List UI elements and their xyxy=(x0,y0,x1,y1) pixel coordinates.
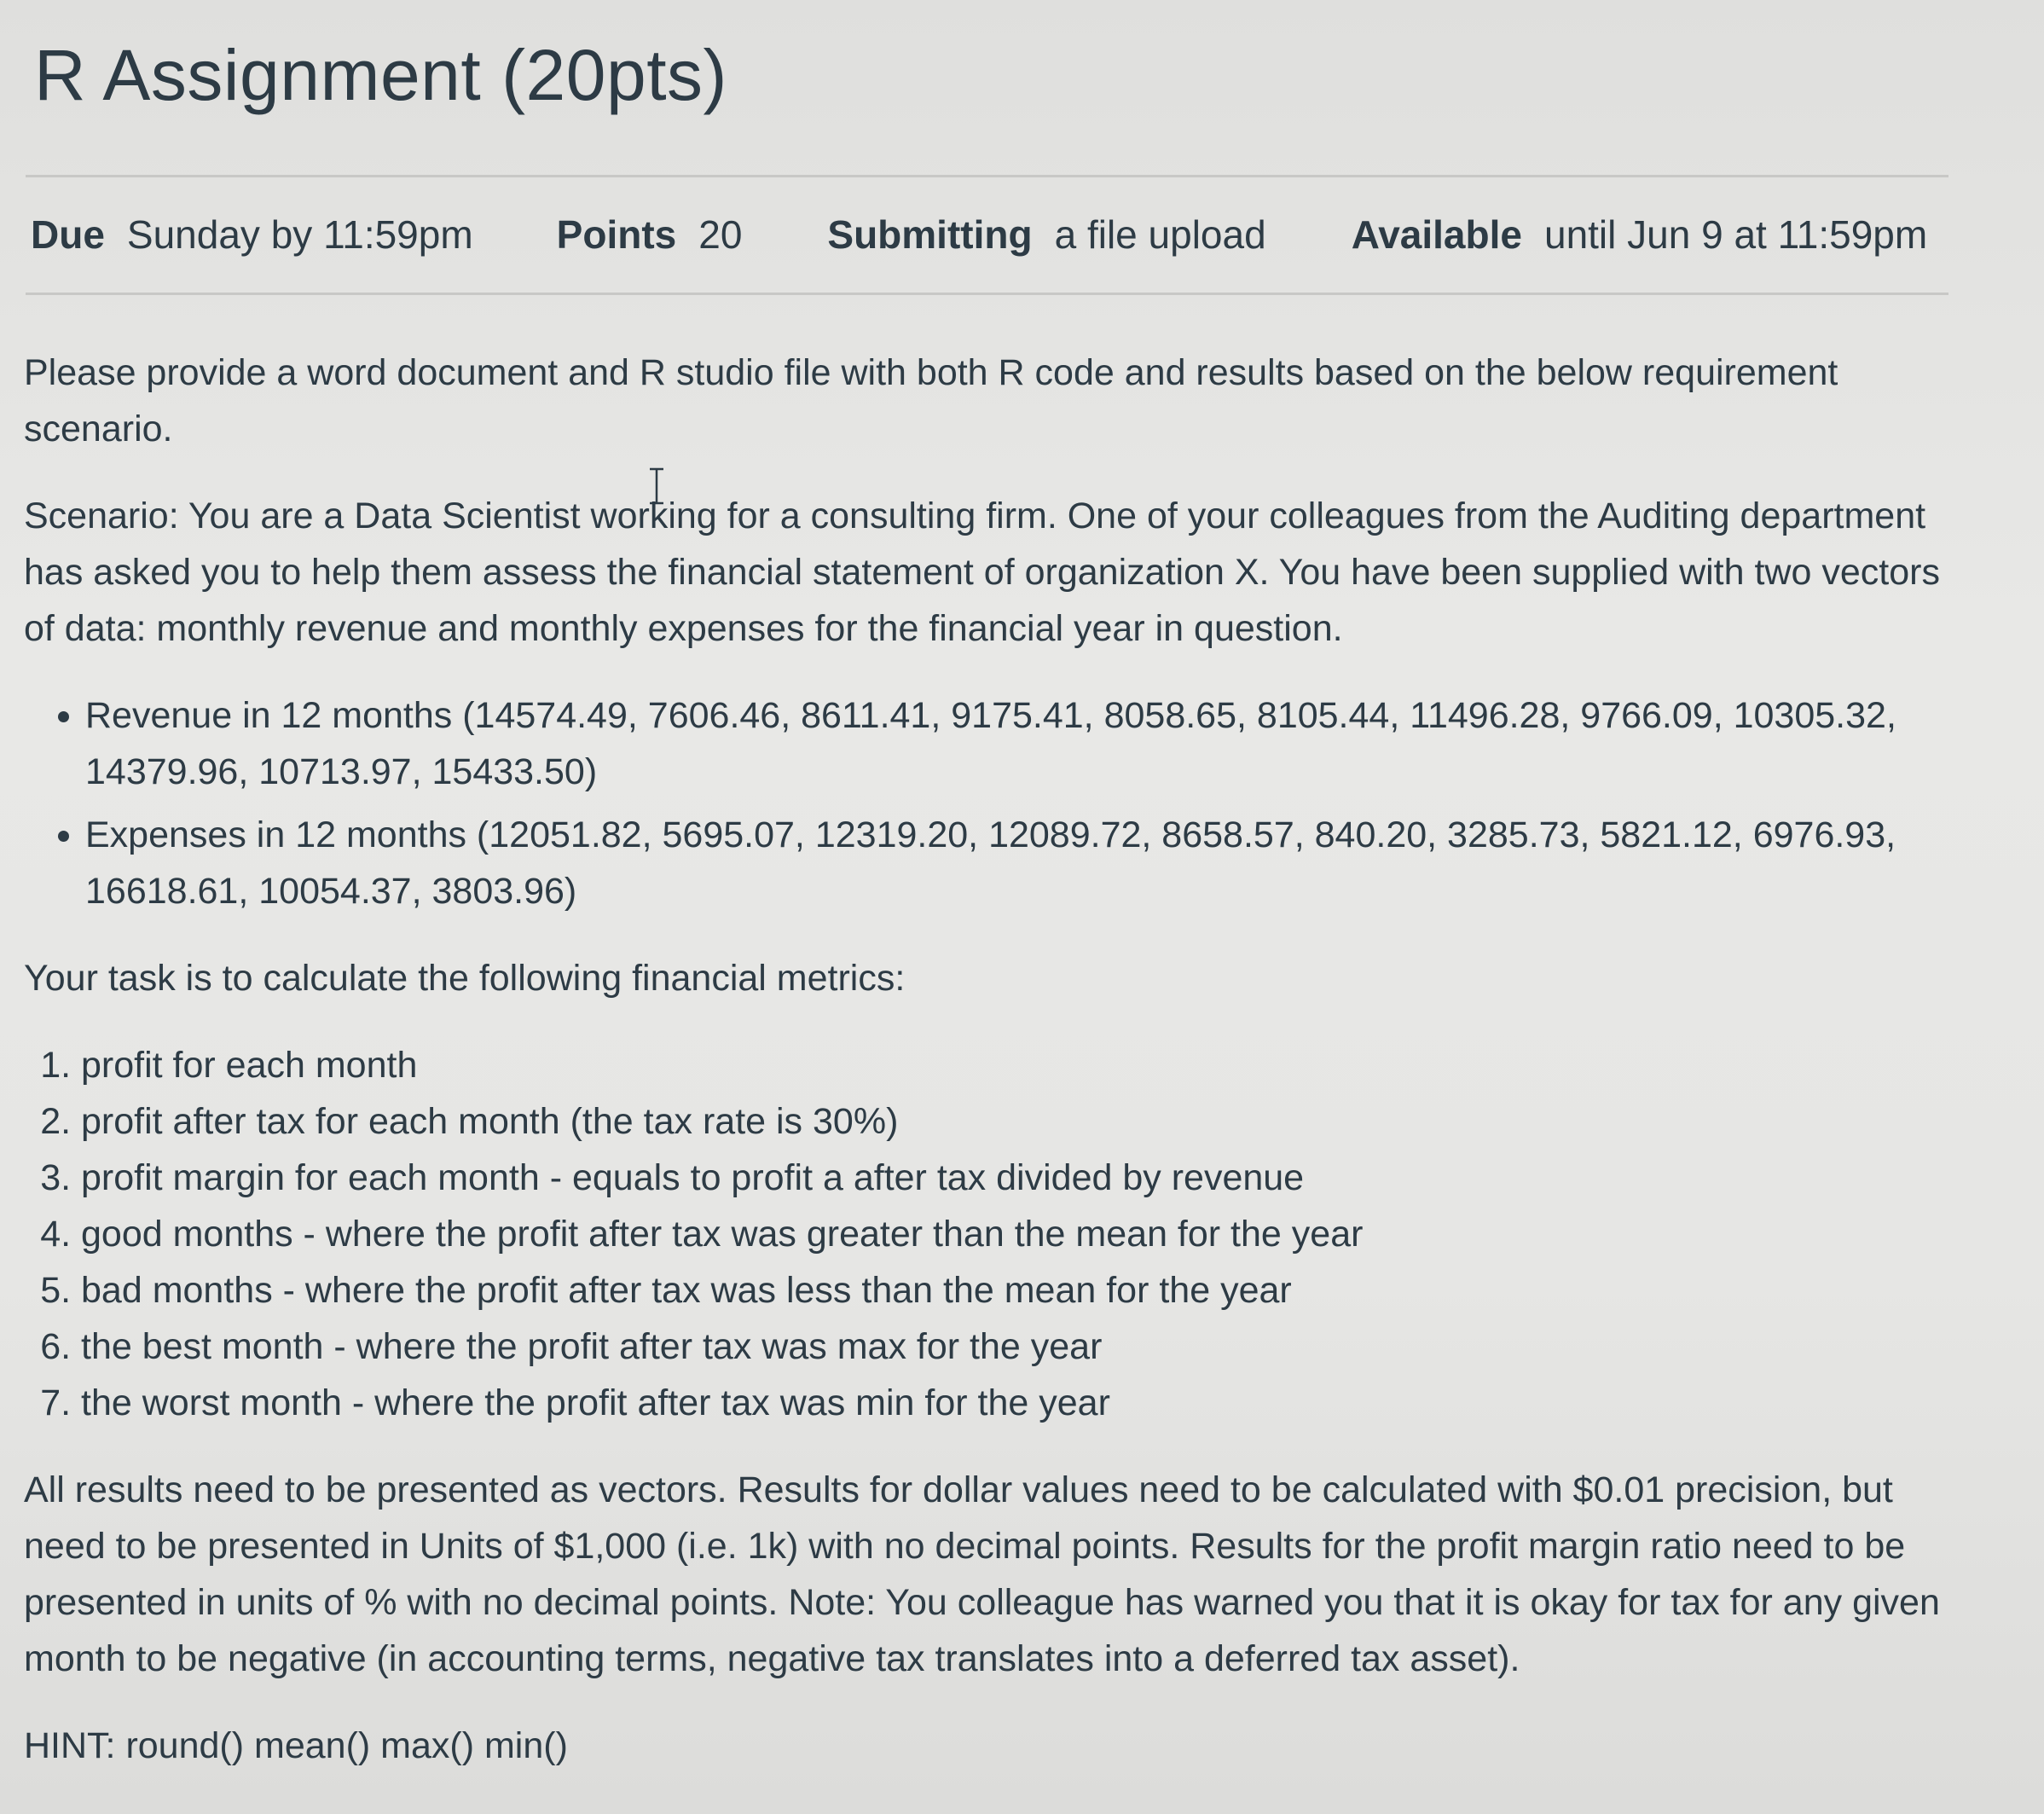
expenses-vector-item: • Expenses in 12 months (12051.82, 5695.07, 12319.20, 12089.72, 8658.57, 840.20, 3285.73, 5821.12, 6976.93, 16618.61, 10054.37, 3803.96) xyxy=(85,807,1951,919)
submitting-detail xyxy=(827,212,1265,258)
task-item: 3. profit margin for each month - equals to profit a after tax divided by revenue xyxy=(81,1150,1951,1206)
available-value: until Jun 9 at 11:59pm xyxy=(1543,212,1928,257)
task-item: 2. profit after tax for each month (the tax rate is 30%) xyxy=(81,1093,1951,1150)
submitting-label: Submitting xyxy=(827,212,1033,257)
points-value: 20 xyxy=(698,212,743,257)
intro-paragraph: Please provide a word document and R studio file with both R code and results based on the below requirement scenario. xyxy=(24,352,1838,449)
task-list xyxy=(24,1037,1951,1431)
requirements-paragraph: All results need to be presented as vectors. Results for dollar values need to be calculated with $0.01 precision, but need to be presented in Units of $1,000 (i.e. 1k) with no decimal points. Results for the profit margin ratio need to be presented in units of % with no decimal points. Note: You colleague has warned you that it is okay for tax for any given month to be negative (in accounting terms, negative tax translates into a deferred tax asset). xyxy=(24,1469,1940,1679)
divider-top xyxy=(26,175,1948,177)
task-item: 7. the worst month - where the profit after tax was min for the year xyxy=(81,1375,1951,1431)
available-label: Available xyxy=(1351,212,1522,257)
submitting-value: a file upload xyxy=(1054,212,1266,257)
points-detail xyxy=(557,212,743,258)
task-item: 4. good months - where the profit after tax was greater than the mean for the year xyxy=(81,1206,1951,1262)
revenue-vector-item: • Revenue in 12 months (14574.49, 7606.46, 8611.41, 9175.41, 8058.65, 8105.44, 11496.28, 9766.09, 10305.32, 14379.96, 10713.97, 15433.50) xyxy=(85,687,1951,800)
available-detail xyxy=(1352,212,1928,258)
task-item: 1. profit for each month xyxy=(81,1037,1951,1093)
divider-bottom xyxy=(26,293,1948,295)
scenario-paragraph: Scenario: You are a Data Scientist working for a consulting firm. One of your colleagues from the Auditing department has asked you to help them assess the financial statement of organization X. You have been supplied with two vectors of data: monthly revenue and monthly expenses for the financial year in question. xyxy=(24,496,1940,649)
hint-paragraph: HINT: round() mean() max() min() xyxy=(24,1725,568,1766)
task-intro-paragraph: Your task is to calculate the following financial metrics: xyxy=(24,958,906,999)
due-value: Sunday by 11:59pm xyxy=(126,212,473,257)
text-cursor-icon xyxy=(646,467,667,505)
assignment-description xyxy=(24,345,1951,1805)
task-item: 5. bad months - where the profit after tax was less than the mean for the year xyxy=(81,1262,1951,1318)
points-label: Points xyxy=(556,212,677,257)
data-vector-list xyxy=(24,687,1951,919)
due-detail xyxy=(31,212,473,258)
page-title: R Assignment (20pts) xyxy=(34,35,728,115)
task-item: 6. the best month - where the profit after tax was max for the year xyxy=(81,1318,1951,1375)
due-label: Due xyxy=(31,212,105,257)
assignment-details xyxy=(31,212,1927,258)
